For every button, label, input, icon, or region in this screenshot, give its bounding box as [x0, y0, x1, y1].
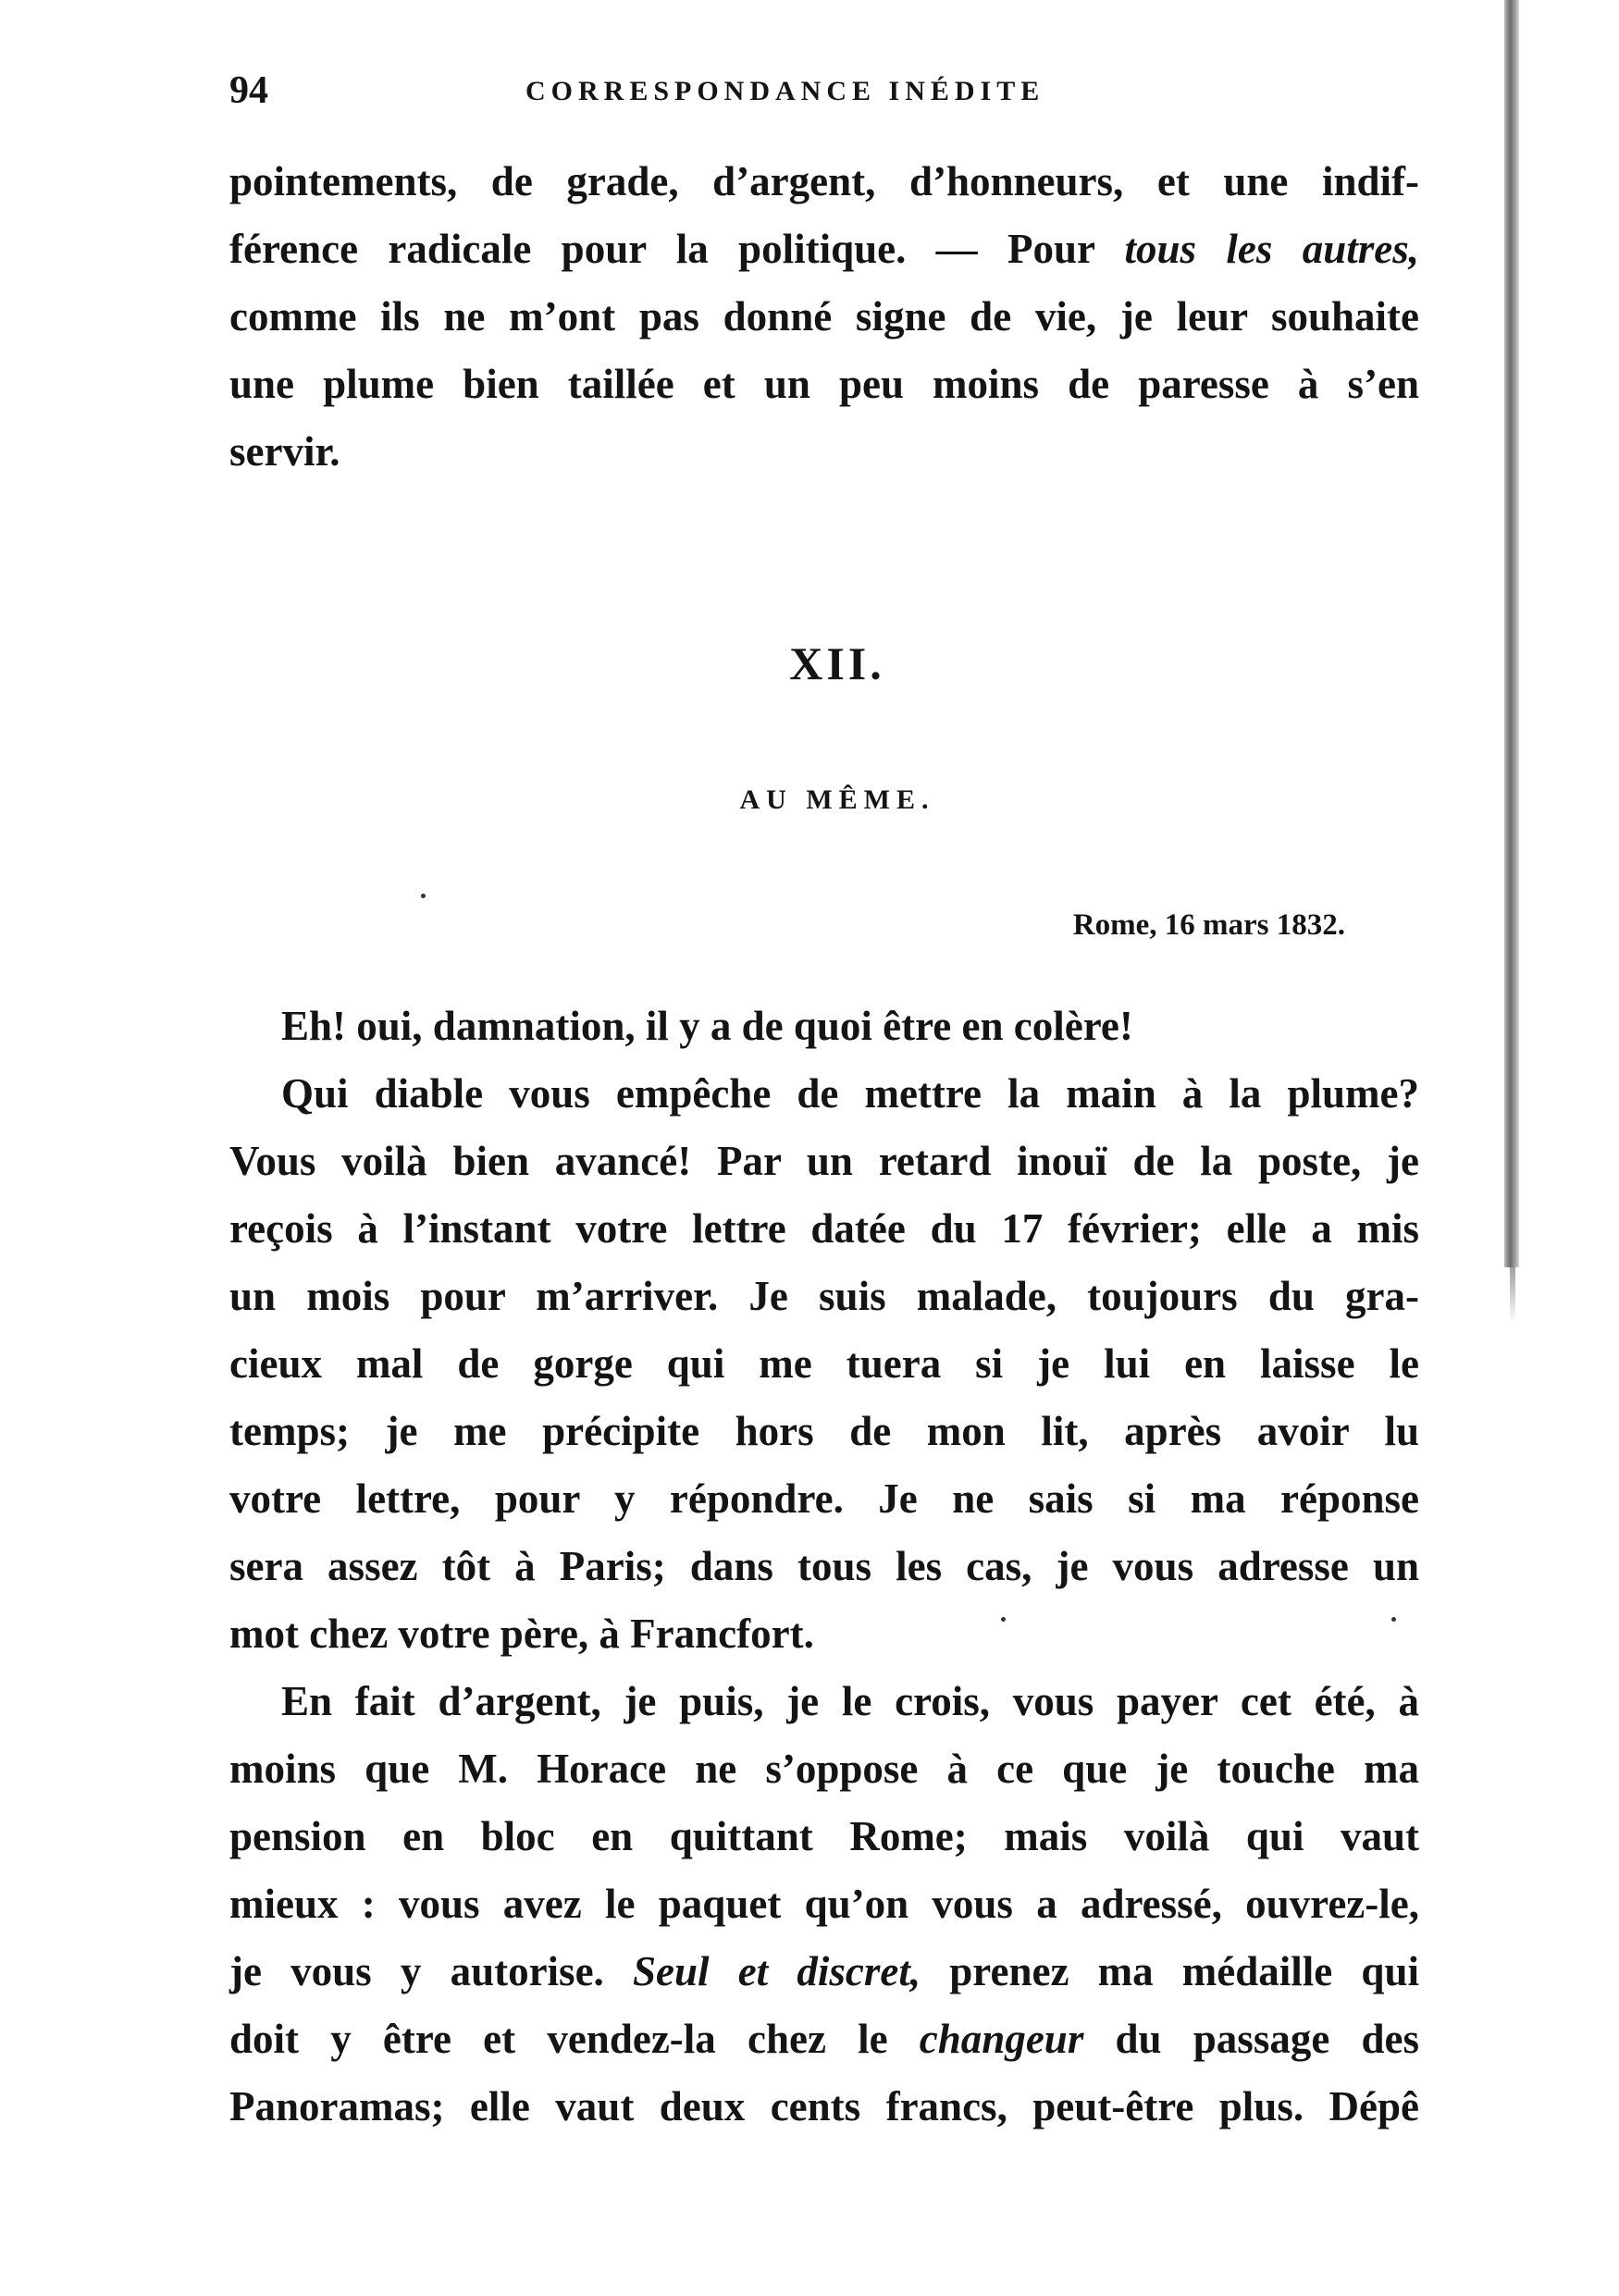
- section-addressee: AU MÊME.: [739, 784, 935, 815]
- text-segment: prenez ma médaille qui: [921, 1948, 1419, 1994]
- text-line: une plume bien taillée et un peu moins de paresse à s’en: [229, 361, 1419, 407]
- running-title: CORRESPONDANCE INÉDITE: [525, 76, 1045, 106]
- text-line: temps; je me précipite hors de mon lit, après avoir lu: [229, 1408, 1419, 1454]
- text-line: Vous voilà bien avancé! Par un retard inouï de la poste, je: [229, 1138, 1419, 1184]
- text-segment: je vous y autorise.: [229, 1948, 633, 1994]
- text-line: servir.: [229, 428, 340, 475]
- text-line: [229, 2006, 1419, 2073]
- text-segment: du passage des: [1083, 2016, 1420, 2062]
- text-line: cieux mal de gorge qui me tuera si je lui en laisse le: [229, 1340, 1419, 1387]
- italic-phrase: tous les autres,: [1124, 226, 1419, 272]
- italic-phrase: changeur: [919, 2016, 1084, 2062]
- text-line: Panoramas; elle vaut deux cents francs, peut-être plus. Dépê: [229, 2083, 1419, 2129]
- text-line: pension en bloc en quittant Rome; mais voilà qui vaut: [229, 1813, 1419, 1859]
- text-line: Qui diable vous empêche de mettre la main à la plume?: [281, 1070, 1419, 1117]
- scan-edge-shadow: [1504, 0, 1519, 1267]
- italic-phrase: Seul et discret,: [632, 1948, 921, 1994]
- dateline: Rome, 16 mars 1832.: [1072, 908, 1345, 942]
- running-head: [229, 63, 1432, 118]
- text-line: votre lettre, pour y répondre. Je ne sais si ma réponse: [229, 1475, 1419, 1522]
- scan-speck: [1391, 1617, 1396, 1622]
- text-line: [229, 1938, 1419, 2006]
- scan-edge-shadow-fade: [1510, 1267, 1515, 1323]
- text-line: En fait d’argent, je puis, je le crois, vous payer cet été, à: [281, 1678, 1419, 1724]
- letter-body: [229, 993, 1419, 2141]
- text-segment: doit y être et vendez-la chez le: [229, 2016, 920, 2062]
- text-line: un mois pour m’arriver. Je suis malade, toujours du gra-: [229, 1273, 1419, 1319]
- top-paragraph: [229, 148, 1419, 486]
- text-line: mot chez votre père, à Francfort.: [229, 1611, 814, 1657]
- text-line: [229, 216, 1419, 283]
- scan-speck: [1001, 1617, 1006, 1622]
- text-line: pointements, de grade, d’argent, d’honneurs, et une indif-: [229, 158, 1419, 204]
- text-segment: férence radicale pour la politique. — Pour: [229, 226, 1125, 272]
- text-line: moins que M. Horace ne s’oppose à ce que je touche ma: [229, 1746, 1419, 1792]
- page-number: 94: [229, 69, 268, 112]
- text-line: reçois à l’instant votre lettre datée du 17 février; elle a mis: [229, 1205, 1419, 1252]
- scan-speck: [421, 894, 426, 898]
- text-line: sera assez tôt à Paris; dans tous les cas, je vous adresse un: [229, 1543, 1419, 1589]
- section-number: XII.: [789, 637, 885, 689]
- text-line: Eh! oui, damnation, il y a de quoi être en colère!: [281, 1003, 1133, 1049]
- text-line: mieux : vous avez le paquet qu’on vous a adressé, ouvrez-le,: [229, 1881, 1419, 1927]
- text-line: comme ils ne m’ont pas donné signe de vie, je leur souhaite: [229, 293, 1419, 339]
